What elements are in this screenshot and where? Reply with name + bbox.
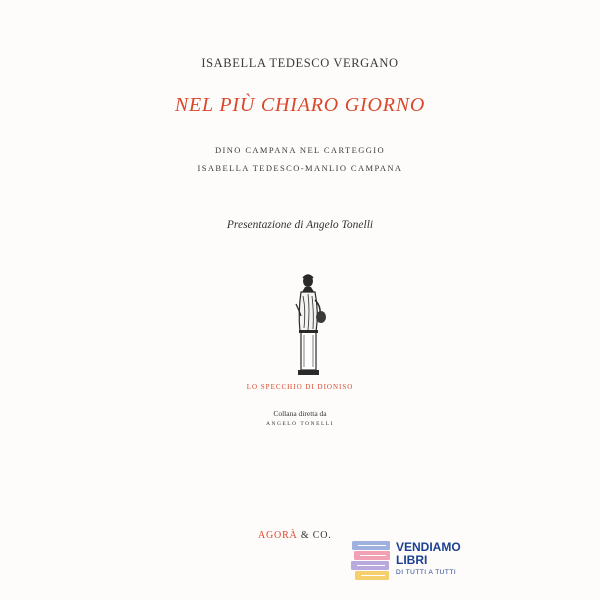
publisher-imprint [258,530,332,541]
series-directed-by: Collana diretta da [273,409,327,418]
subtitle-line-2: ISABELLA TEDESCO-MANLIO CAMPANA [197,163,403,173]
book-title: NEL PIÙ CHIARO GIORNO [174,94,426,116]
classical-statue-icon [288,272,330,378]
subtitle-line-1: DINO CAMPANA NEL CARTEGGIO [214,145,386,155]
author-name: ISABELLA TEDESCO VERGANO [201,56,399,70]
badge-title-line-1: VENDIAMO [396,540,461,554]
stacked-books-icon [348,537,394,587]
series-editor: ANGELO TONELLI [266,421,334,427]
publisher-suffix: & CO. [300,530,332,541]
vendiamo-libri-badge [348,537,461,587]
series-name: LO SPECCHIO DI DIONISO [246,383,354,391]
preface-credit: Presentazione di Angelo Tonelli [226,219,374,231]
publisher-name: AGORÀ [258,530,298,541]
badge-tagline: DI TUTTI A TUTTI [396,569,457,576]
badge-title-line-2: LIBRI [396,553,428,567]
